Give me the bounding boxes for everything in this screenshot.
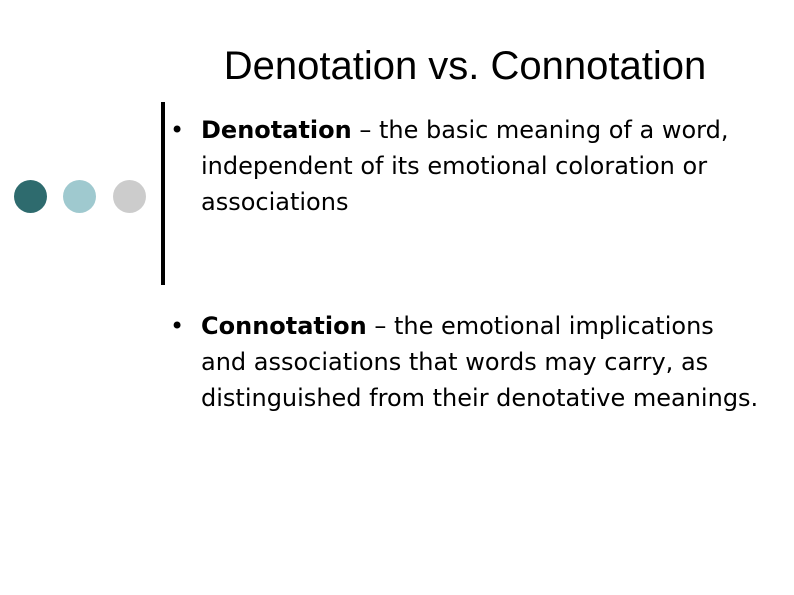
- definition-connotation: – the emotional implications and associations that words may carry, as distinguished from their denotative meanings.: [201, 312, 759, 412]
- decorative-dot-dark-teal: [14, 180, 47, 213]
- bullet-item-connotation: [170, 308, 760, 416]
- bullet-text: [201, 112, 760, 220]
- decorative-dot-gray: [113, 180, 146, 213]
- bullet-text: [201, 308, 760, 416]
- bullet-marker: •: [170, 312, 185, 340]
- slide-title: Denotation vs. Connotation: [223, 44, 707, 88]
- bullet-item-denotation: [170, 112, 760, 220]
- term-denotation: Denotation: [201, 116, 352, 144]
- decorative-vertical-line: [161, 102, 165, 285]
- term-connotation: Connotation: [201, 312, 367, 340]
- decorative-dot-light-teal: [63, 180, 96, 213]
- bullet-marker: •: [170, 116, 185, 144]
- definition-denotation: – the basic meaning of a word, independent of its emotional coloration or associations: [201, 116, 729, 216]
